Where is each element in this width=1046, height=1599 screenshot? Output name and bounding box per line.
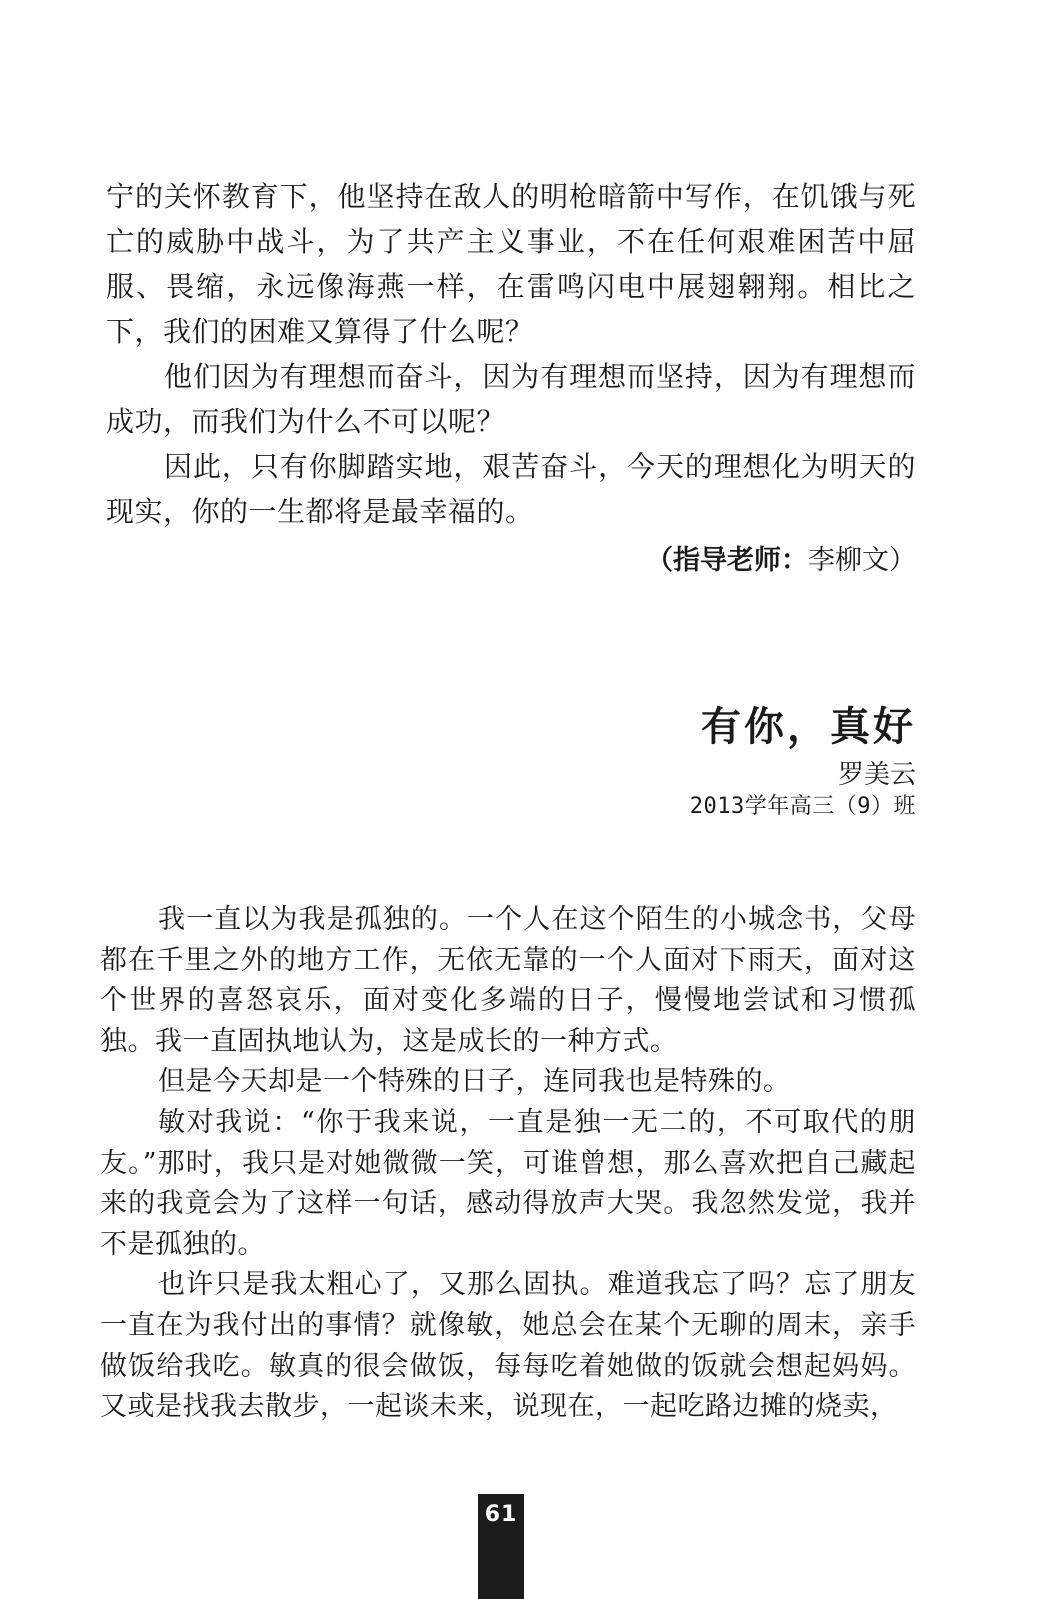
article-author: 罗美云: [837, 760, 916, 790]
article-body: [100, 900, 916, 1428]
page-number: 61: [478, 1494, 524, 1599]
previous-article-text: [106, 174, 916, 534]
advisor-credit: [646, 541, 916, 581]
paragraph: 也许只是我太粗心了，又那么固执。难道我忘了吗？忘了朋友一直在为我付出的事情？就像敏，她总会在某个无聊的周末，亲手做饭给我吃。敏真的很会做饭，每每吃着她做的饭就会想起妈妈。又或是找我去散步，一起谈未来，说现在，一起吃路边摊的烧卖，: [100, 1269, 916, 1423]
author-class: 2013学年高三（9）班: [689, 794, 916, 819]
paragraph: 我一直以为我是孤独的。一个人在这个陌生的小城念书，父母都在千里之外的地方工作，无依无靠的一个人面对下雨天，面对这个世界的喜怒哀乐，面对变化多端的日子，慢慢地尝试和习惯孤独。我一直固执地认为，这是成长的一种方式。: [100, 904, 916, 1057]
paragraph: 因此，只有你脚踏实地，艰苦奋斗，今天的理想化为明天的现实，你的一生都将是最幸福的。: [106, 450, 916, 528]
paragraph: 但是今天却是一个特殊的日子，连同我也是特殊的。: [158, 1066, 791, 1098]
advisor-label: （指导老师：: [646, 545, 808, 576]
paragraph: 宁的关怀教育下，他坚持在敌人的明枪暗箭中写作，在饥饿与死亡的威胁中战斗，为了共产主义事业，不在任何艰难困苦中屈服、畏缩，永远像海燕一样，在雷鸣闪电中展翅翱翔。相比之下，我们的困难又算得了什么呢？: [106, 180, 916, 348]
article-title: 有你，真好: [701, 704, 916, 750]
advisor-name: 李柳文）: [808, 545, 916, 576]
paragraph: 敏对我说：“你于我来说，一直是独一无二的，不可取代的朋友。”那时，我只是对她微微一笑，可谁曾想，那么喜欢把自己藏起来的我竟会为了这样一句话，感动得放声大哭。我忽然发觉，我并不是孤独的。: [100, 1106, 916, 1260]
paragraph: 他们因为有理想而奋斗，因为有理想而坚持，因为有理想而成功，而我们为什么不可以呢？: [106, 360, 916, 438]
